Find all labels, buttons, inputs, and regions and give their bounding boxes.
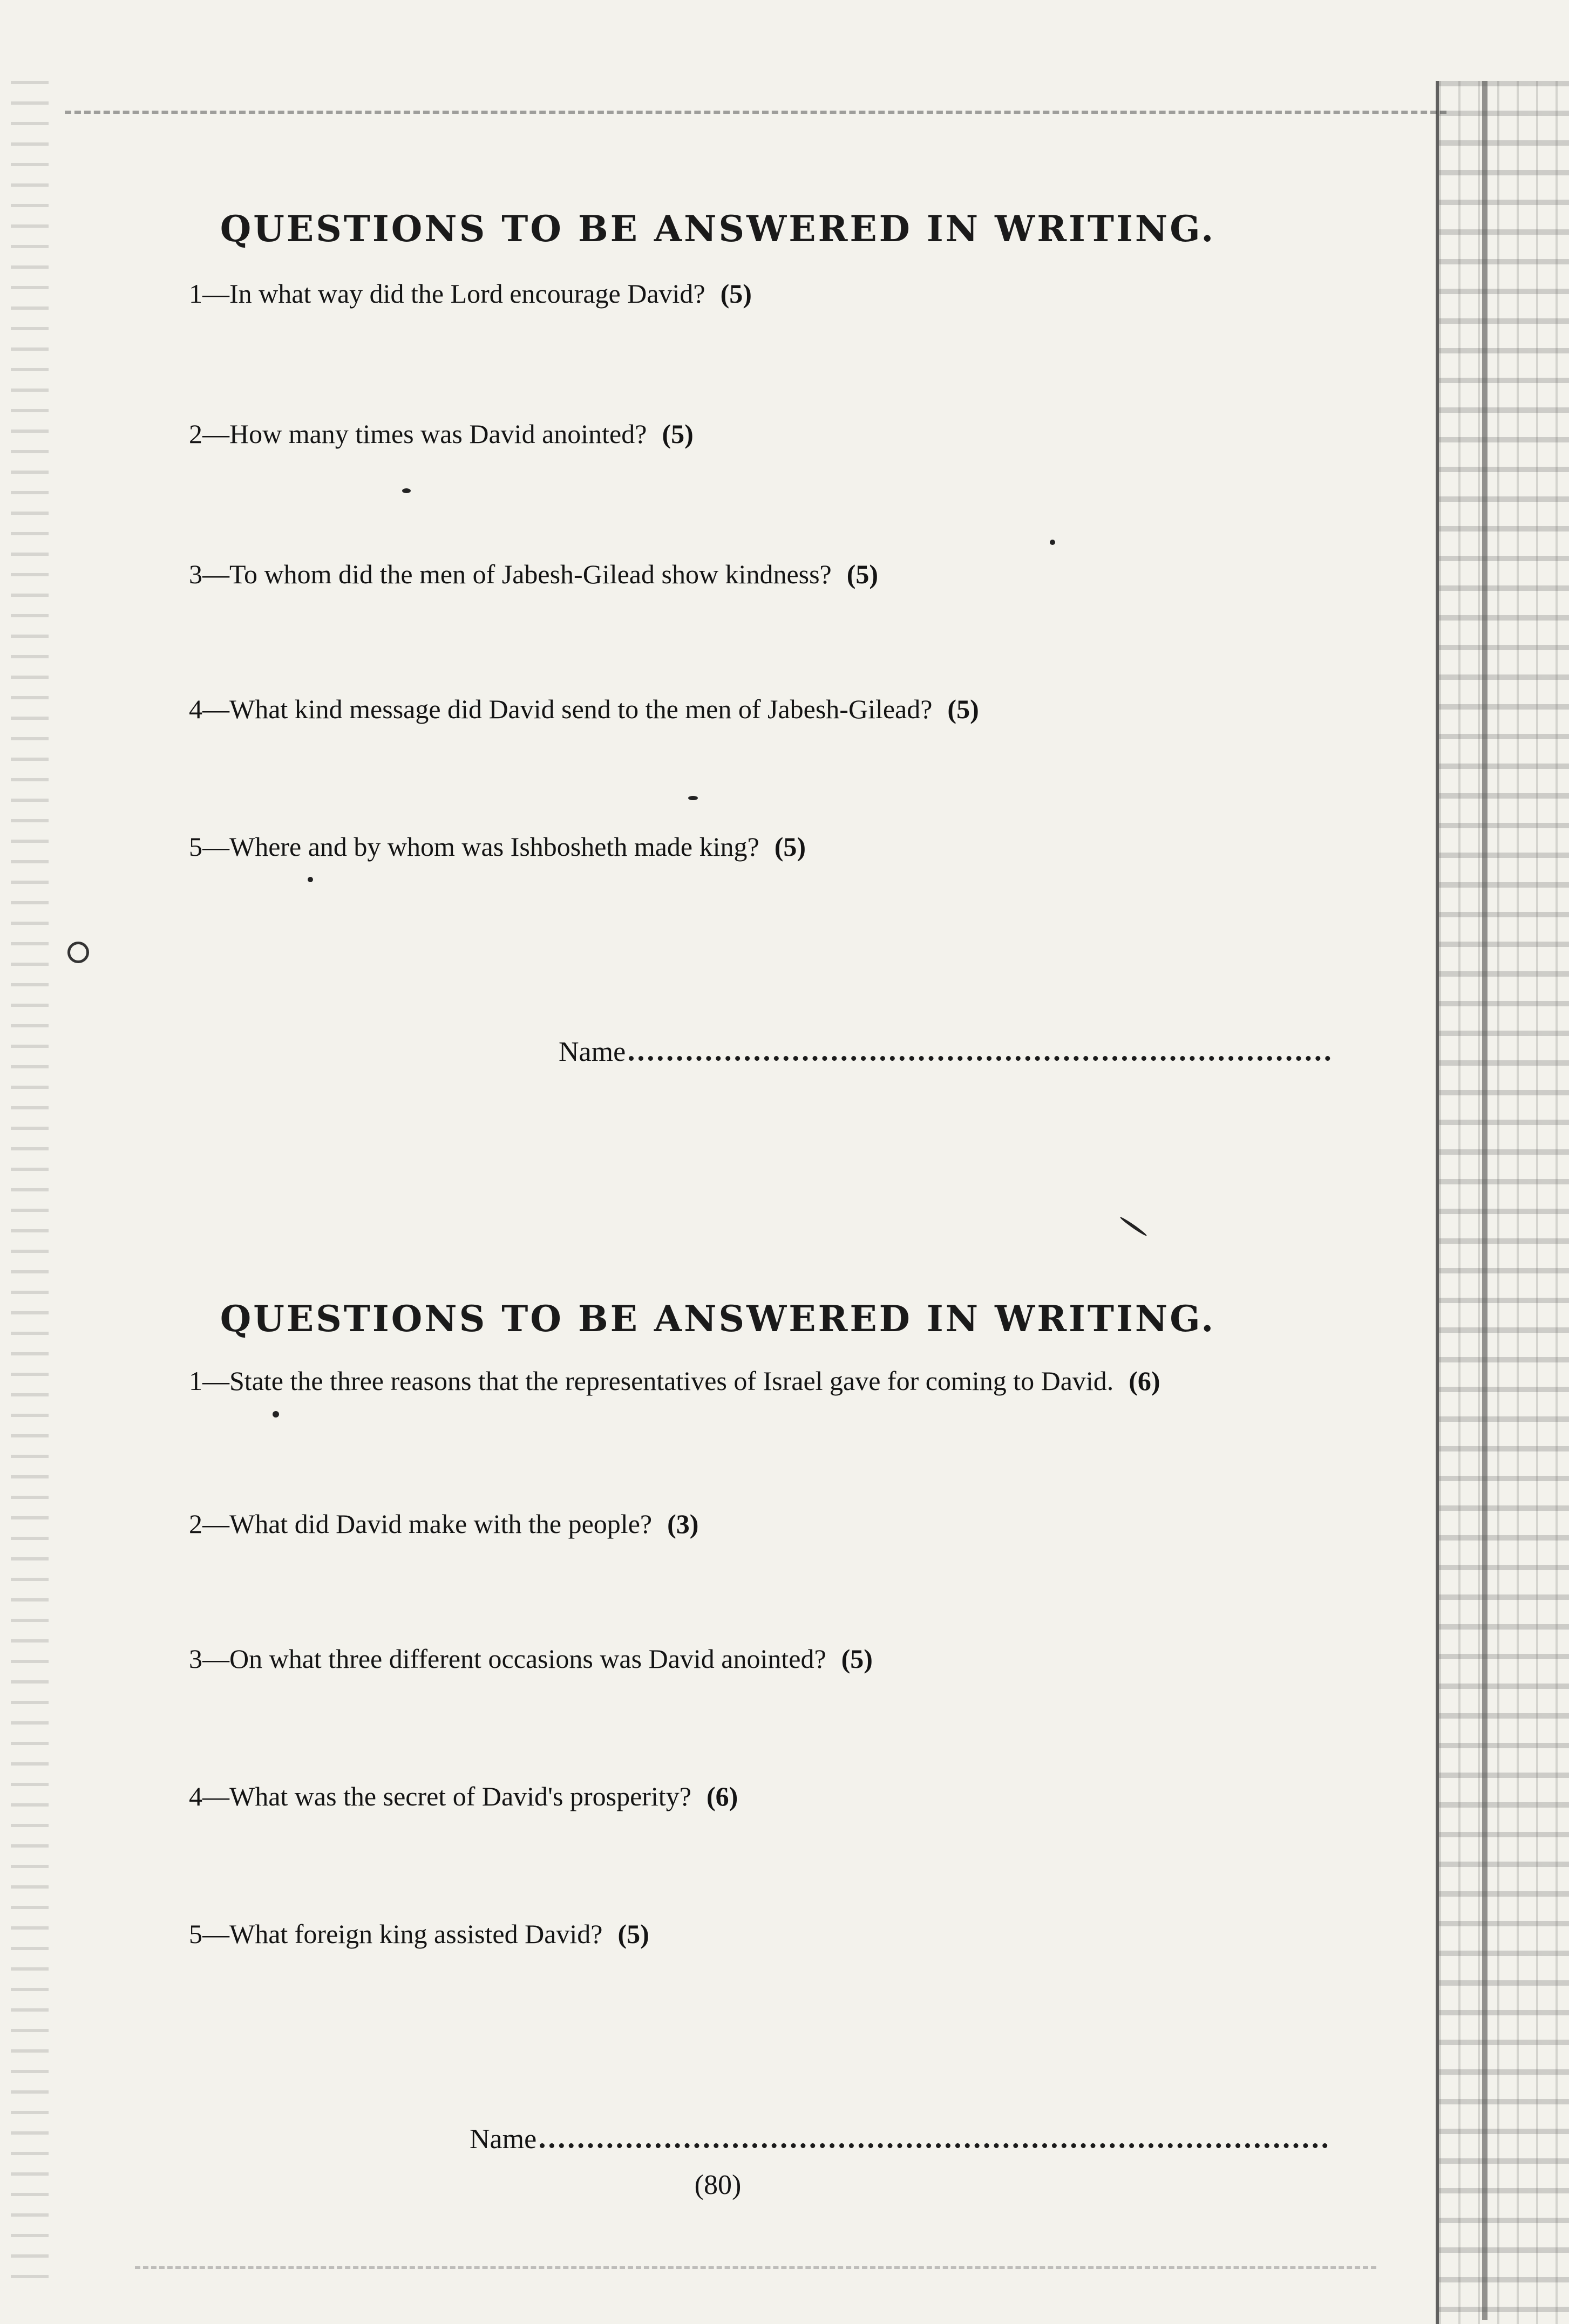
section2-question-2 bbox=[189, 1508, 698, 1539]
scan-speck bbox=[273, 1411, 279, 1417]
section1-question-4 bbox=[189, 693, 979, 725]
section1-question-1 bbox=[189, 278, 752, 309]
question-number: 5— bbox=[189, 832, 229, 862]
question-text: What kind message did David send to the men of Jabesh-Gilead? bbox=[229, 694, 933, 724]
question-marks: (3) bbox=[667, 1509, 699, 1539]
question-marks: (5) bbox=[947, 694, 979, 724]
bottom-border-rule bbox=[135, 2266, 1376, 2269]
scan-speck bbox=[1050, 540, 1055, 545]
question-text: In what way did the Lord encourage David? bbox=[229, 278, 705, 309]
section2-heading: QUESTIONS TO BE ANSWERED IN WRITING. bbox=[220, 1298, 1216, 1340]
question-marks: (5) bbox=[774, 832, 806, 862]
question-number: 5— bbox=[189, 1919, 229, 1949]
question-number: 4— bbox=[189, 694, 229, 724]
name-dotted-line[interactable] bbox=[540, 2143, 1328, 2148]
question-marks: (5) bbox=[617, 1919, 649, 1949]
question-number: 3— bbox=[189, 559, 229, 589]
question-marks: (5) bbox=[846, 559, 879, 589]
section2-name-field[interactable] bbox=[470, 2123, 1328, 2155]
question-text: State the three reasons that the representatives of Israel gave for coming to David. bbox=[229, 1366, 1114, 1396]
section2-question-1 bbox=[189, 1365, 1160, 1396]
section1-question-3 bbox=[189, 558, 878, 590]
scan-speck bbox=[308, 877, 313, 882]
top-border-rule bbox=[65, 111, 1446, 114]
question-text: Where and by whom was Ishbosheth made king? bbox=[229, 832, 759, 862]
question-text: What was the secret of David's prosperity? bbox=[229, 1781, 691, 1811]
section1-heading: QUESTIONS TO BE ANSWERED IN WRITING. bbox=[220, 208, 1216, 250]
question-number: 4— bbox=[189, 1781, 229, 1811]
question-marks: (6) bbox=[706, 1781, 738, 1811]
scan-speck bbox=[1119, 1216, 1148, 1237]
page-number: (80) bbox=[694, 2170, 742, 2200]
section1-name-field[interactable] bbox=[559, 1036, 1330, 1068]
question-marks: (6) bbox=[1129, 1366, 1160, 1396]
scan-speck bbox=[67, 942, 89, 963]
question-marks: (5) bbox=[720, 278, 752, 309]
section2-question-5 bbox=[189, 1918, 649, 1950]
question-number: 1— bbox=[189, 278, 229, 309]
question-text: What foreign king assisted David? bbox=[229, 1919, 603, 1949]
question-text: On what three different occasions was David anointed? bbox=[229, 1644, 826, 1674]
question-number: 3— bbox=[189, 1644, 229, 1674]
name-dotted-line[interactable] bbox=[629, 1055, 1330, 1061]
question-number: 2— bbox=[189, 419, 229, 449]
section1-question-2 bbox=[189, 418, 694, 449]
question-text: How many times was David anointed? bbox=[229, 419, 647, 449]
question-number: 1— bbox=[189, 1366, 229, 1396]
question-text: What did David make with the people? bbox=[229, 1509, 653, 1539]
name-label: Name bbox=[470, 2124, 537, 2155]
section2-question-3 bbox=[189, 1643, 873, 1674]
name-label: Name bbox=[559, 1037, 626, 1067]
question-marks: (5) bbox=[841, 1644, 873, 1674]
question-text: To whom did the men of Jabesh-Gilead show kindness? bbox=[229, 559, 832, 589]
scan-speck bbox=[402, 488, 411, 493]
binding-edge bbox=[1436, 81, 1569, 2324]
question-marks: (5) bbox=[662, 419, 694, 449]
left-margin-smudge bbox=[11, 81, 49, 2293]
section1-question-5 bbox=[189, 831, 806, 862]
section2-question-4 bbox=[189, 1781, 738, 1812]
question-number: 2— bbox=[189, 1509, 229, 1539]
scan-speck bbox=[688, 796, 698, 800]
